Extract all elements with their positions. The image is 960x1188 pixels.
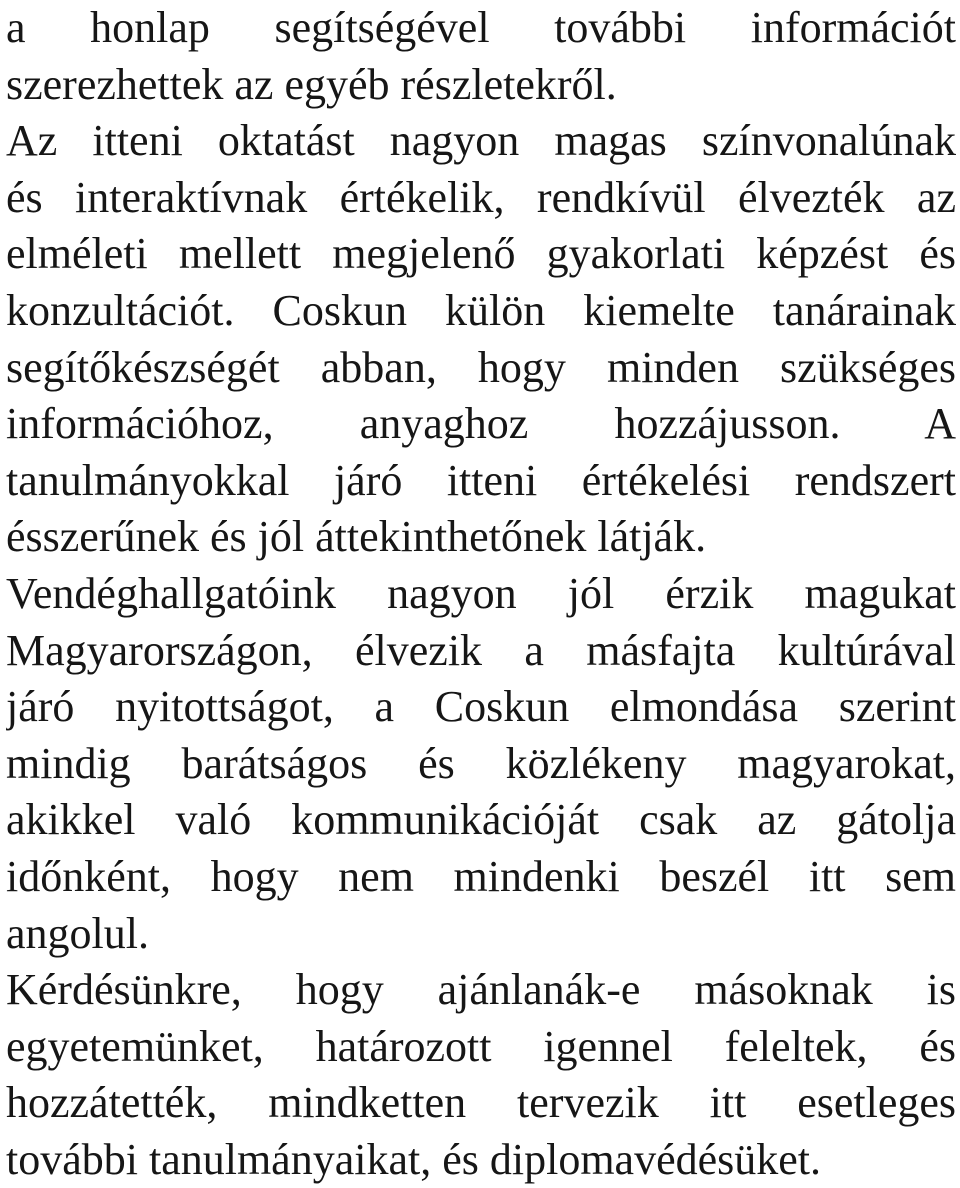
- paragraph-4: [6, 962, 956, 1188]
- text-line: ésszerűnek és jól áttekinthetőnek látják.: [6, 512, 707, 562]
- text-line: a honlap segítségével további információt: [6, 3, 956, 52]
- text-line: elméleti mellett megjelenő gyakorlati képzést és: [6, 229, 956, 279]
- text-line: segítőkészségét abban, hogy minden szükséges: [6, 342, 956, 392]
- text-line: Magyarországon, élvezik a másfajta kultúrával: [6, 625, 956, 675]
- text-line: szerezhettek az egyéb részletekről.: [6, 59, 617, 109]
- text-line: akikkel való kommunikációját csak az gátolja: [6, 795, 956, 845]
- text-line: tanulmányokkal járó itteni értékelési rendszert: [6, 455, 956, 505]
- text-line: Kérdésünkre, hogy ajánlanák-e másoknak is: [6, 965, 956, 1015]
- text-line: egyetemünket, határozott igennel feleltek, és: [6, 1021, 956, 1071]
- paragraph-3: [6, 566, 956, 962]
- text-line: mindig barátságos és közlékeny magyarokat,: [6, 738, 956, 788]
- text-line: konzultációt. Coskun külön kiemelte tanárainak: [6, 285, 956, 335]
- text-line: járó nyitottságot, a Coskun elmondása szerint: [6, 682, 956, 732]
- text-line: Vendéghallgatóink nagyon jól érzik magukat: [6, 568, 956, 618]
- paragraph-1: [6, 0, 956, 113]
- text-line: időnként, hogy nem mindenki beszél itt sem: [6, 851, 956, 901]
- paragraph-2: [6, 113, 956, 566]
- text-line: és interaktívnak értékelik, rendkívül élvezték az: [6, 172, 956, 222]
- text-line: angolul.: [6, 908, 149, 958]
- text-line: hozzátették, mindketten tervezik itt esetleges: [6, 1078, 956, 1128]
- text-line: további tanulmányaikat, és diplomavédésüket.: [6, 1134, 822, 1184]
- text-line: Az itteni oktatást nagyon magas színvonalúnak: [6, 116, 956, 166]
- text-line: információhoz, anyaghoz hozzájusson. A: [6, 399, 956, 449]
